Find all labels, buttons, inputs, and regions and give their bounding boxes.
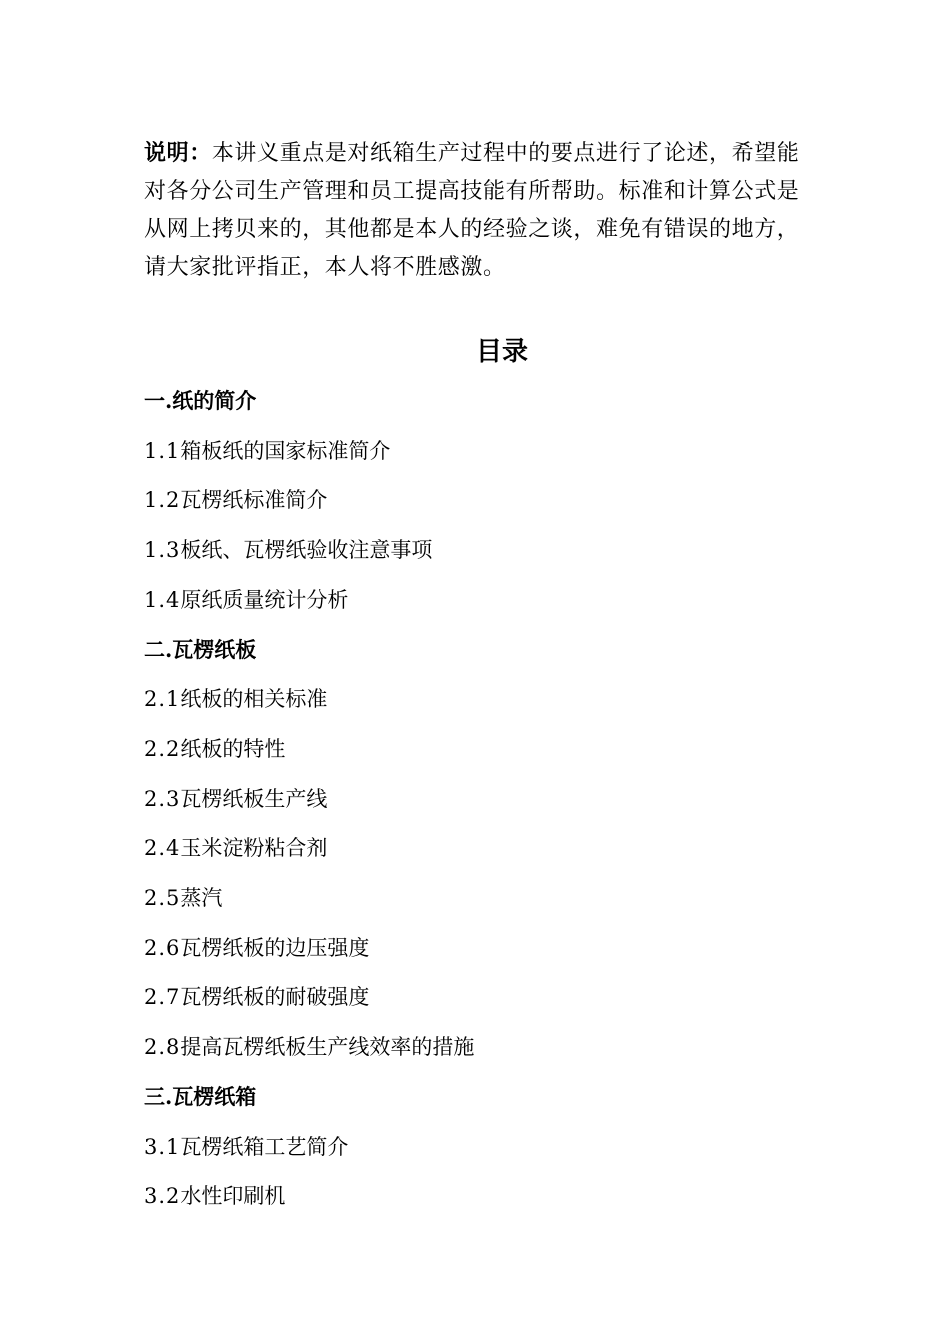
toc-item [144,485,327,515]
toc-item-number: 3.2 [144,1184,181,1209]
toc-item-number: 1.3 [144,538,181,563]
toc-item-number: 1.2 [144,488,181,513]
toc-item [144,684,327,714]
toc-item-number: 2.5 [144,886,181,910]
intro-lead: 说明： [144,140,212,166]
toc-item-text: 水性印刷机 [180,1184,286,1209]
toc-item-text: 瓦楞纸箱工艺简介 [180,1134,349,1159]
toc-section-heading: 二.瓦楞纸板 [144,636,257,662]
intro-paragraph [144,134,814,287]
toc-section-heading: 三.瓦楞纸箱 [144,1083,257,1109]
toc-item-number: 1.4 [144,587,181,612]
toc-section-heading: 一.纸的简介 [144,388,257,413]
toc-item [144,1132,348,1162]
toc-item [144,833,327,863]
toc-item-text: 瓦楞纸板生产线 [180,786,328,811]
toc-item-text: 纸板的特性 [180,736,286,761]
toc-item-number: 2.1 [144,687,181,712]
toc-title: 目录 [475,337,528,367]
toc-item-text: 瓦楞纸板的耐破强度 [180,985,370,1010]
toc-item-number: 2.8 [144,1035,181,1060]
toc-item-number: 3.1 [144,1134,181,1159]
toc-item-text: 原纸质量统计分析 [180,587,349,612]
toc-item-text: 蒸汽 [180,886,223,910]
toc-item [144,933,369,963]
intro-body: 本讲义重点是对纸箱生产过程中的要点进行了论述，希望能对各分公司生产管理和员工提高技能有所帮助。标准和计算公式是从网上拷贝来的，其他都是本人的经验之谈，难免有错误的地方，请大家批评指正，本人将不胜感激。 [144,141,800,280]
toc-item-number: 1.1 [144,438,181,463]
toc-item-text: 提高瓦楞纸板生产线效率的措施 [180,1035,475,1060]
toc-item [144,982,369,1012]
toc-item [144,1032,474,1062]
toc-item-text: 瓦楞纸板的边压强度 [180,935,370,960]
toc-item-text: 玉米淀粉粘合剂 [180,836,328,861]
toc-item-number: 2.3 [144,786,181,811]
toc-item-text: 箱板纸的国家标准简介 [180,438,391,463]
toc-item-text: 纸板的相关标准 [180,687,328,712]
toc-item [144,535,432,565]
toc-item [144,883,222,913]
toc-item-text: 瓦楞纸标准简介 [180,488,328,513]
toc-item [144,1181,285,1211]
toc-item-number: 2.6 [144,935,181,960]
toc-item [144,585,348,615]
toc-item-text: 板纸、瓦楞纸验收注意事项 [180,538,433,563]
toc-item-number: 2.2 [144,736,181,761]
toc-item-number: 2.4 [144,836,181,861]
toc-item-number: 2.7 [144,985,181,1010]
toc-item [144,436,390,466]
toc-item [144,734,285,764]
toc-item [144,784,327,814]
